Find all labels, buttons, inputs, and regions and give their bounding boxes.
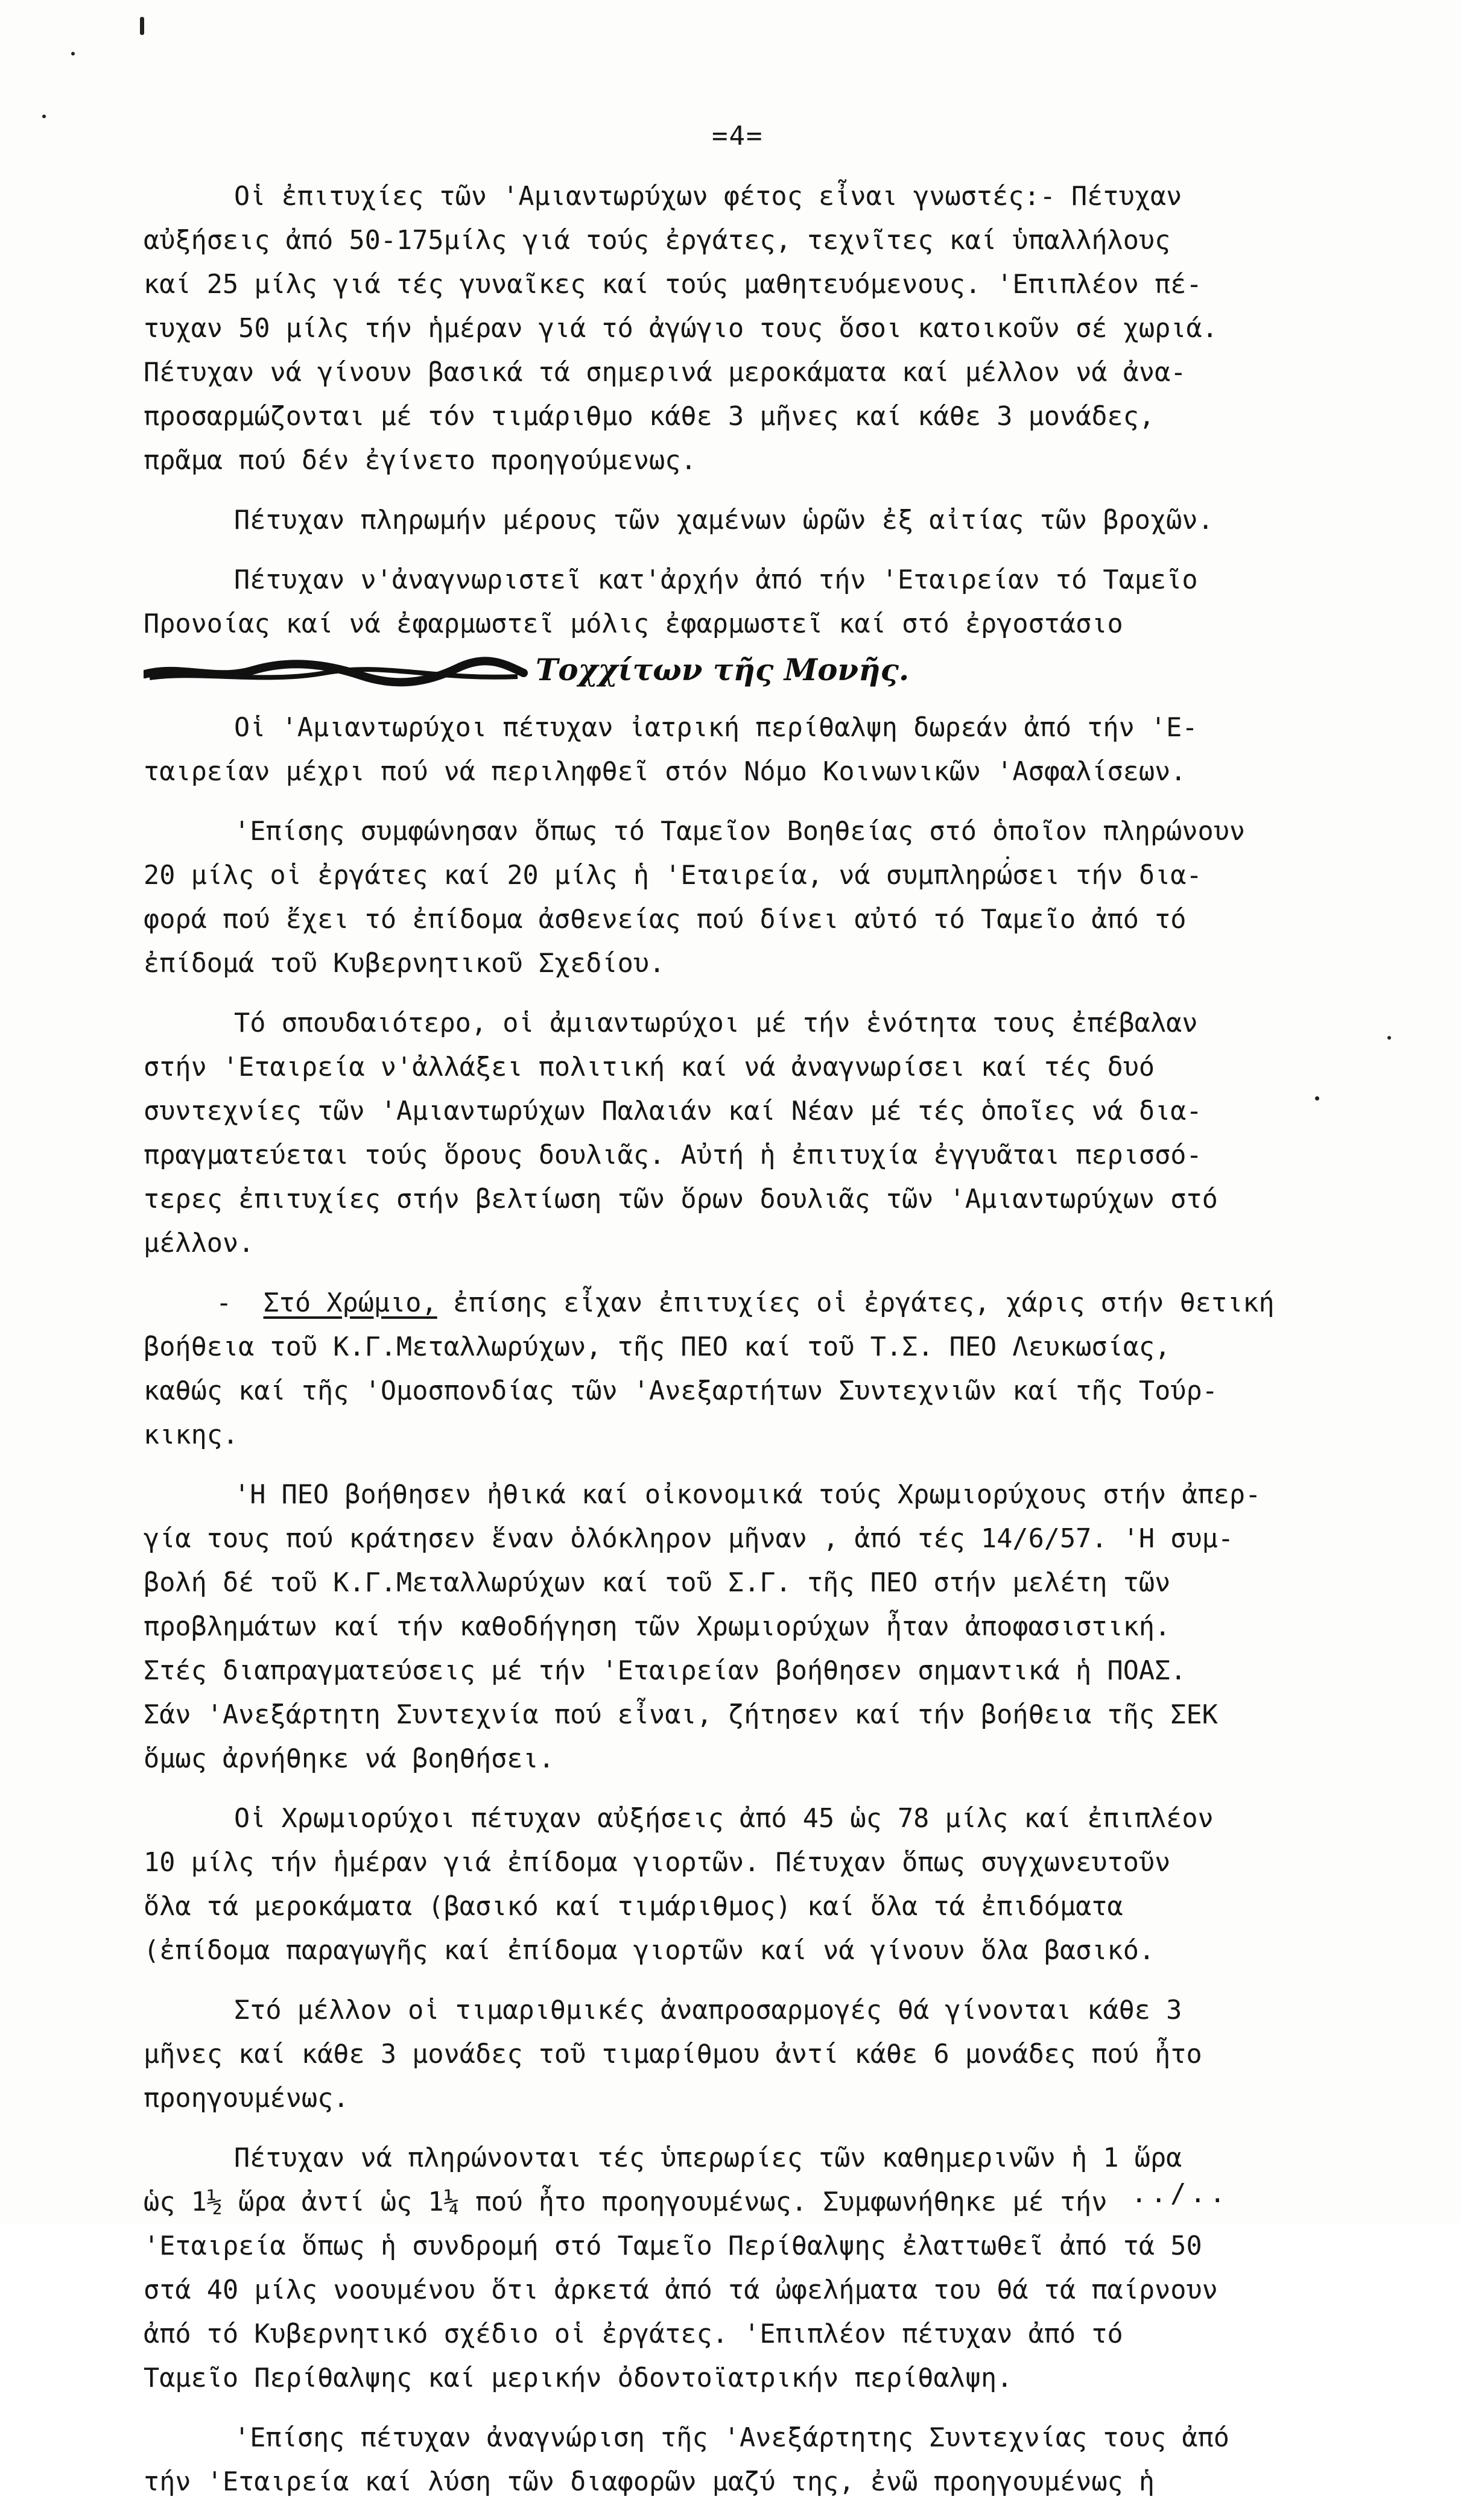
text-line: Τό σπουδαιότερο, οἱ ἀμιαντωρύχοι μέ τήν ἑνότητα τους ἐπέβαλαν bbox=[234, 1008, 1198, 1038]
text-line: τερες ἐπιτυχίες στήν βελτίωση τῶν ὅρων δουλιᾶς τῶν 'Αμιαντωρύχων στό bbox=[144, 1184, 1218, 1214]
paragraph bbox=[144, 1002, 1422, 1266]
paragraph bbox=[144, 1797, 1422, 1973]
paragraph bbox=[144, 499, 1422, 543]
text-line: κικης. bbox=[144, 1420, 239, 1450]
text-line: ἀπό τό Κυβερνητικό σχέδιο οἱ ἐργάτες. 'Επιπλέον πέτυχαν ἀπό τό bbox=[144, 2319, 1123, 2349]
continuation-mark: ../.. bbox=[1131, 2178, 1229, 2209]
text-line: Οἱ Χρωμιορύχοι πέτυχαν αὐξήσεις ἀπό 45 ὡς 78 μίλς καί ἐπιπλέον bbox=[234, 1804, 1214, 1834]
text-line: Προνοίας καί νά ἐφαρμωστεῖ μόλις ἐφαρμωστεῖ καί στό ἐργοστάσιο bbox=[144, 609, 1123, 639]
text-line: τήν 'Εταιρεία καί λύση τῶν διαφορῶν μαζύ της, ἐνῶ προηγουμένως ἡ bbox=[144, 2467, 1155, 2497]
ink-speck bbox=[71, 52, 75, 55]
text-line: πραγματεύεται τούς ὅρους δουλιᾶς. Αὐτή ἡ ἐπιτυχία ἐγγυᾶται περισσό- bbox=[144, 1140, 1202, 1170]
text-line: στήν 'Εταιρεία ν'ἀλλάξει πολιτική καί νά ἀναγνωρίσει καί τές δυό bbox=[144, 1052, 1155, 1082]
text-line: 20 μίλς οἱ ἐργάτες καί 20 μίλς ἡ 'Εταιρεία, νά συμπληρώσει τήν δια- bbox=[144, 861, 1202, 891]
text-line: 'Επίσης συμφώνησαν ὅπως τό Ταμεῖον Βοηθείας στό ὁποῖον πληρώνουν bbox=[234, 816, 1246, 847]
paragraph bbox=[144, 810, 1422, 986]
text-line: (ἐπίδομα παραγωγῆς καί ἐπίδομα γιορτῶν καί νά γίνουν ὅλα βασικό. bbox=[144, 1936, 1155, 1966]
text-line: ὅλα τά μεροκάματα (βασικό καί τιμάριθμος) καί ὅλα τά ἐπιδόματα bbox=[144, 1892, 1123, 1922]
text-line: Οἱ 'Αμιαντωρύχοι πέτυχαν ἰατρική περίθαλψη δωρεάν ἀπό τήν 'Ε- bbox=[234, 713, 1198, 743]
handwritten-correction: Τοχχίτων τῆς Μονῆς. bbox=[536, 652, 910, 687]
paragraph bbox=[144, 1989, 1422, 2121]
text-line: ταιρείαν μέχρι πού νά περιληφθεῖ στόν Νόμο Κοινωνικῶν 'Ασφαλίσεων. bbox=[144, 757, 1187, 787]
text-line: τυχαν 50 μίλς τήν ἡμέραν γιά τό ἀγώγιο τους ὅσοι κατοικοῦν σέ χωριά. bbox=[144, 314, 1218, 344]
dash-prefix: - bbox=[216, 1288, 264, 1318]
text-line: ὡς 1½ ὥρα ἀντί ὡς 1¼ πού ἦτο προηγουμένως. Συμφωνήθηκε μέ τήν bbox=[144, 2187, 1108, 2217]
text-line: Πέτυχαν νά πληρώνονται τές ὑπερωρίες τῶν καθημερινῶν ἡ 1 ὥρα bbox=[234, 2143, 1182, 2173]
document-body bbox=[144, 175, 1422, 2520]
text-line: βοήθεια τοῦ Κ.Γ.Μεταλλωρύχων, τῆς ΠΕΟ καί τοῦ Τ.Σ. ΠΕΟ Λευκωσίας, bbox=[144, 1332, 1171, 1362]
paragraph bbox=[144, 1281, 1422, 1457]
text-line: Στές διαπραγματεύσεις μέ τήν 'Εταιρείαν βοήθησεν σημαντικά ἡ ΠΟΑΣ. bbox=[144, 1656, 1187, 1686]
paragraph bbox=[144, 706, 1422, 794]
text-line: προσαρμώζονται μέ τόν τιμάριθμο κάθε 3 μῆνες καί κάθε 3 μονάδες, bbox=[144, 402, 1155, 432]
paragraph bbox=[144, 558, 1422, 690]
text-line bbox=[144, 1281, 1422, 1325]
text-line: Σάν 'Ανεξάρτητη Συντεχνία πού εἶναι, ζήτησεν καί τήν βοήθεια τῆς ΣΕΚ bbox=[144, 1700, 1218, 1730]
text-line: Πέτυχαν νά γίνουν βασικά τά σημερινά μεροκάματα καί μέλλον νά ἀνα- bbox=[144, 358, 1187, 388]
text-line: στά 40 μίλς νοουμένου ὅτι ἀρκετά ἀπό τά ὠφελήματα του θά τά παίρνουν bbox=[144, 2275, 1218, 2305]
text-line: καί 25 μίλς γιά τές γυναῖκες καί τούς μαθητευόμενους. 'Επιπλέον πέ- bbox=[144, 270, 1202, 300]
line-rest: ἐπίσης εἶχαν ἐπιτυχίες οἱ ἐργάτες, χάρις στήν θετική bbox=[437, 1288, 1275, 1318]
text-line: 'Εταιρεία ὅπως ἡ συνδρομή στό Ταμεῖο Περίθαλψης ἐλαττωθεῖ ἀπό τά 50 bbox=[144, 2231, 1202, 2261]
text-line: 'Η ΠΕΟ βοήθησεν ἠθικά καί οἰκονομικά τούς Χρωμιορύχους στήν ἀπερ- bbox=[234, 1480, 1261, 1510]
struck-out-line bbox=[144, 646, 1422, 690]
text-line: Ταμεῖο Περίθαλψης καί μερικήν ὀδοντοϊατρικήν περίθαλψη. bbox=[144, 2363, 1013, 2393]
text-line: 'Επίσης πέτυχαν ἀναγνώριση τῆς 'Ανεξάρτητης Συντεχνίας τους ἀπό bbox=[234, 2423, 1229, 2453]
text-line: μῆνες καί κάθε 3 μονάδες τοῦ τιμαρίθμου ἀντί κάθε 6 μονάδες πού ἦτο bbox=[144, 2039, 1202, 2070]
text-line: πρᾶμα πού δέν ἐγίνετο προηγούμενως. bbox=[144, 446, 697, 476]
paragraph bbox=[144, 175, 1422, 483]
ink-speck bbox=[42, 115, 46, 118]
text-line: γία τους πού κράτησεν ἕναν ὁλόκληρον μῆναν , ἀπό τές 14/6/57. 'Η συμ- bbox=[144, 1524, 1234, 1554]
ink-speck bbox=[140, 17, 144, 35]
paragraph bbox=[144, 1473, 1422, 1781]
text-line: βολή δέ τοῦ Κ.Γ.Μεταλλωρύχων καί τοῦ Σ.Γ. τῆς ΠΕΟ στήν μελέτη τῶν bbox=[144, 1568, 1171, 1598]
text-line: προβλημάτων καί τήν καθοδήγηση τῶν Χρωμιορύχων ἦταν ἀποφασιστική. bbox=[144, 1612, 1171, 1642]
text-line: Στό μέλλον οἱ τιμαριθμικές ἀναπροσαρμογές θά γίνονται κάθε 3 bbox=[234, 1995, 1182, 2026]
text-line: μέλλον. bbox=[144, 1228, 255, 1258]
text-line: 10 μίλς τήν ἡμέραν γιά ἐπίδομα γιορτῶν. Πέτυχαν ὅπως συγχωνευτοῦν bbox=[144, 1848, 1171, 1878]
text-line: αὐξήσεις ἀπό 50-175μίλς γιά τούς ἐργάτες, τεχνῖτες καί ὑπαλλήλους bbox=[144, 226, 1171, 256]
text-line: ἐπίδομά τοῦ Κυβερνητικοῦ Σχεδίου. bbox=[144, 949, 665, 979]
paragraph bbox=[144, 2136, 1422, 2401]
page-number: =4= bbox=[712, 121, 764, 151]
text-line: φορά πού ἔχει τό ἐπίδομα ἀσθενείας πού δίνει αὐτό τό Ταμεῖο ἀπό τό bbox=[144, 905, 1187, 935]
text-line: προηγουμένως. bbox=[144, 2083, 349, 2114]
paragraph bbox=[144, 2416, 1422, 2504]
text-line: Πέτυχαν πληρωμήν μέρους τῶν χαμένων ὡρῶν ἐξ αἰτίας τῶν βροχῶν. bbox=[234, 505, 1214, 535]
underlined-heading: Στό Χρώμιο, bbox=[263, 1288, 437, 1318]
text-line: καθώς καί τῆς 'Ομοσπονδίας τῶν 'Ανεξαρτήτων Συντεχνιῶν καί τῆς Τούρ- bbox=[144, 1376, 1218, 1406]
text-line: ὅμως ἀρνήθηκε νά βοηθήσει. bbox=[144, 1744, 554, 1774]
text-line: συντεχνίες τῶν 'Αμιαντωρύχων Παλαιάν καί Νέαν μέ τές ὁποῖες νά δια- bbox=[144, 1096, 1202, 1126]
text-line: Οἱ ἐπιτυχίες τῶν 'Αμιαντωρύχων φέτος εἶναι γνωστές:- Πέτυχαν bbox=[234, 182, 1182, 212]
text-line: Πέτυχαν ν'ἀναγνωριστεῖ κατ'ἀρχήν ἀπό τήν 'Εταιρείαν τό Ταμεῖο bbox=[234, 565, 1198, 595]
